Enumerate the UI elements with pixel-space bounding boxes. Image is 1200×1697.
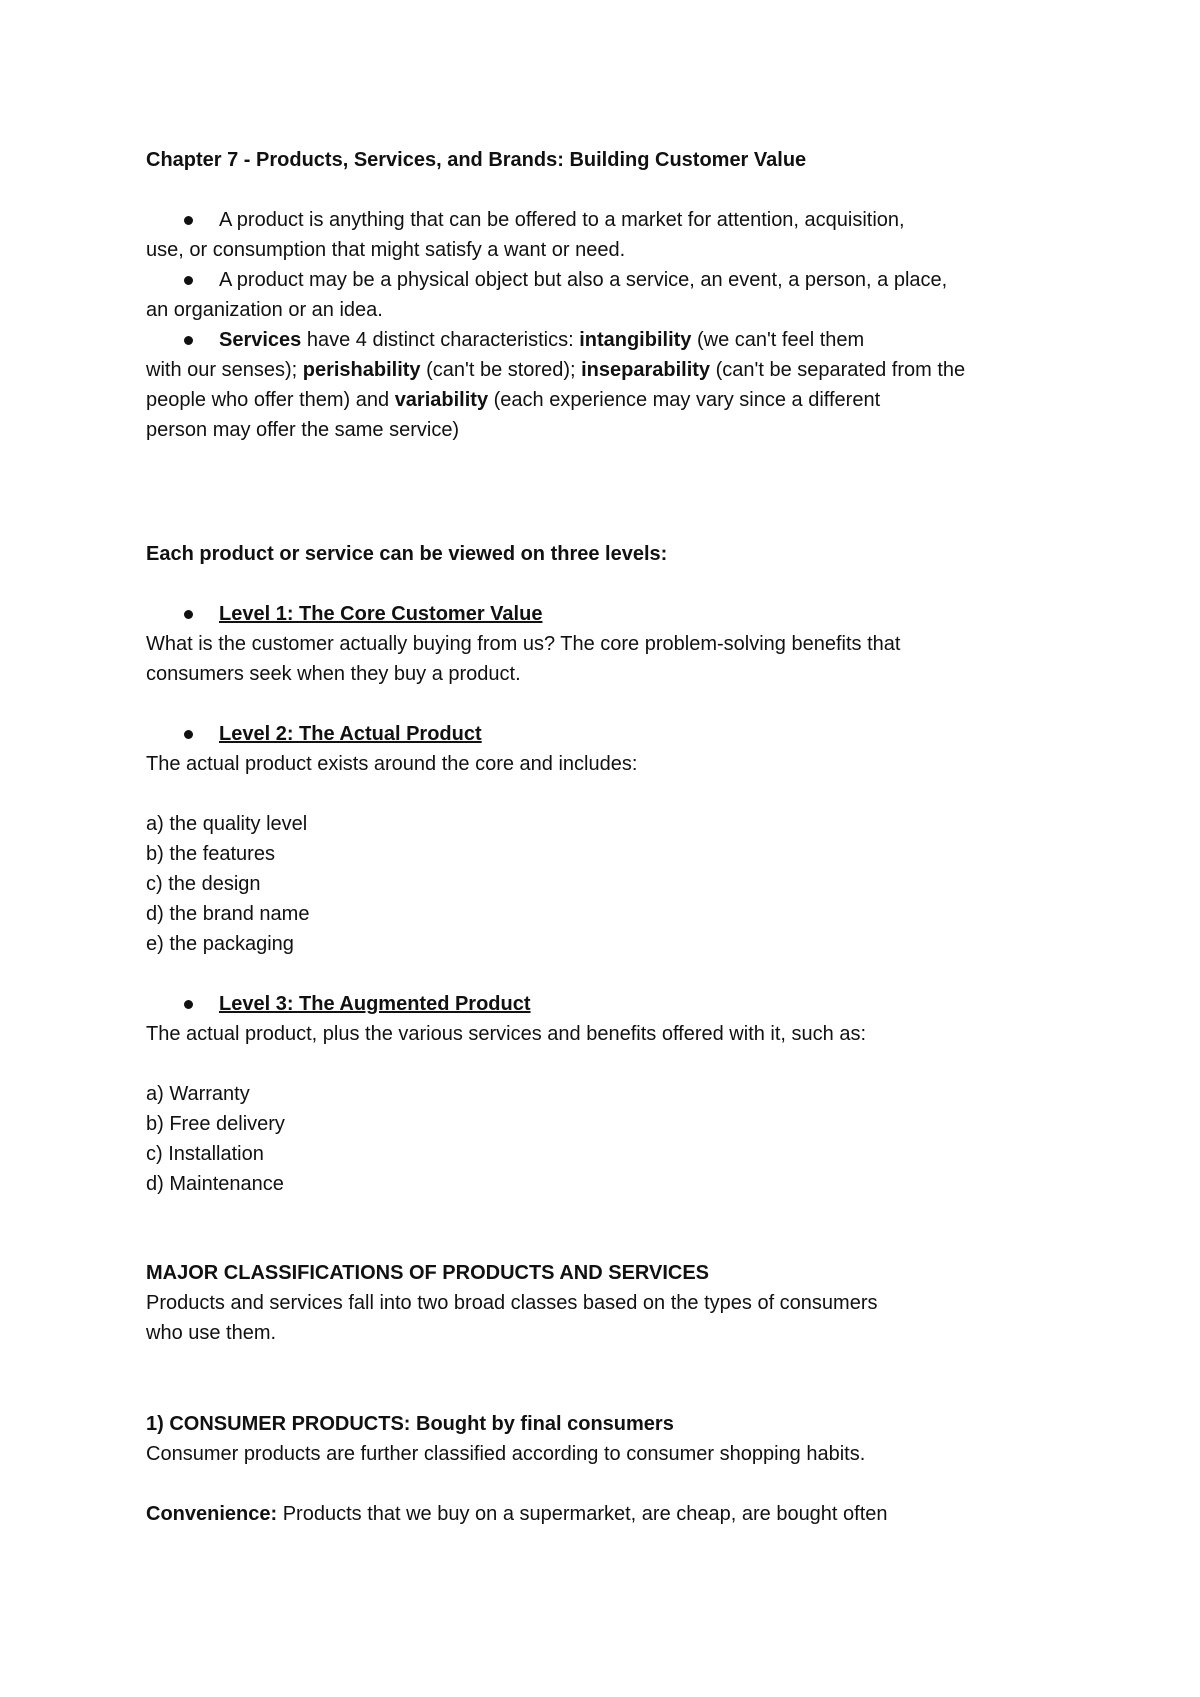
bullet-dot [184,1000,193,1009]
level-3-item: a) Warranty [146,1083,250,1105]
level-3-item: b) Free delivery [146,1113,285,1135]
level-2-title: Level 2: The Actual Product [219,723,482,745]
bullet-dot [184,216,193,225]
intro-bullet-3-line-4: person may offer the same service) [146,419,460,441]
intro-bullet-3-line-3: people who offer them) and variability (each experience may vary since a different [146,389,881,411]
chapter-title: Chapter 7 - Products, Services, and Brands: Building Customer Value [146,149,807,171]
level-1-title: Level 1: The Core Customer Value [219,603,543,625]
level-2-item: a) the quality level [146,813,308,835]
term-convenience: Convenience: [146,1503,278,1525]
term-inseparability: inseparability [581,359,711,381]
bullet-dot [184,730,193,739]
bullet-dot [184,336,193,345]
consumer-products-heading: 1) CONSUMER PRODUCTS: Bought by final consumers [146,1413,674,1435]
level-1-line-2: consumers seek when they buy a product. [146,663,521,685]
intro-bullet-3-line-2: with our senses); perishability (can't be stored); inseparability (can't be separated from the [146,359,966,381]
intro-bullet-1-line-1: A product is anything that can be offered to a market for attention, acquisition, [219,209,905,231]
levels-heading: Each product or service can be viewed on three levels: [146,543,668,565]
term-perishability: perishability [302,359,421,381]
consumer-products-desc: Consumer products are further classified according to consumer shopping habits. [146,1443,866,1465]
term-services: Services [219,329,302,351]
level-3-title: Level 3: The Augmented Product [219,993,531,1015]
classifications-heading: MAJOR CLASSIFICATIONS OF PRODUCTS AND SERVICES [146,1262,710,1284]
level-1-line-1: What is the customer actually buying from us? The core problem-solving benefits that [146,633,901,655]
level-2-description: The actual product exists around the core and includes: [146,753,638,775]
level-2-item: c) the design [146,873,261,895]
level-2-item: d) the brand name [146,903,310,925]
convenience-line: Convenience: Products that we buy on a supermarket, are cheap, are bought often [146,1503,888,1525]
level-3-item: d) Maintenance [146,1173,284,1195]
classifications-desc-line-1: Products and services fall into two broad classes based on the types of consumers [146,1292,878,1314]
term-variability: variability [394,389,489,411]
bullet-dot [184,610,193,619]
intro-bullet-3-line-1: Services have 4 distinct characteristics: intangibility (we can't feel them [219,329,865,351]
intro-bullet-2-line-2: an organization or an idea. [146,299,383,321]
intro-bullet-1-line-2: use, or consumption that might satisfy a want or need. [146,239,626,261]
level-2-item: b) the features [146,843,275,865]
bullet-dot [184,276,193,285]
classifications-desc-line-2: who use them. [146,1322,277,1344]
level-2-item: e) the packaging [146,933,294,955]
level-3-description: The actual product, plus the various services and benefits offered with it, such as: [146,1023,867,1045]
term-intangibility: intangibility [579,329,692,351]
level-3-item: c) Installation [146,1143,264,1165]
intro-bullet-2-line-1: A product may be a physical object but also a service, an event, a person, a place, [219,269,948,291]
